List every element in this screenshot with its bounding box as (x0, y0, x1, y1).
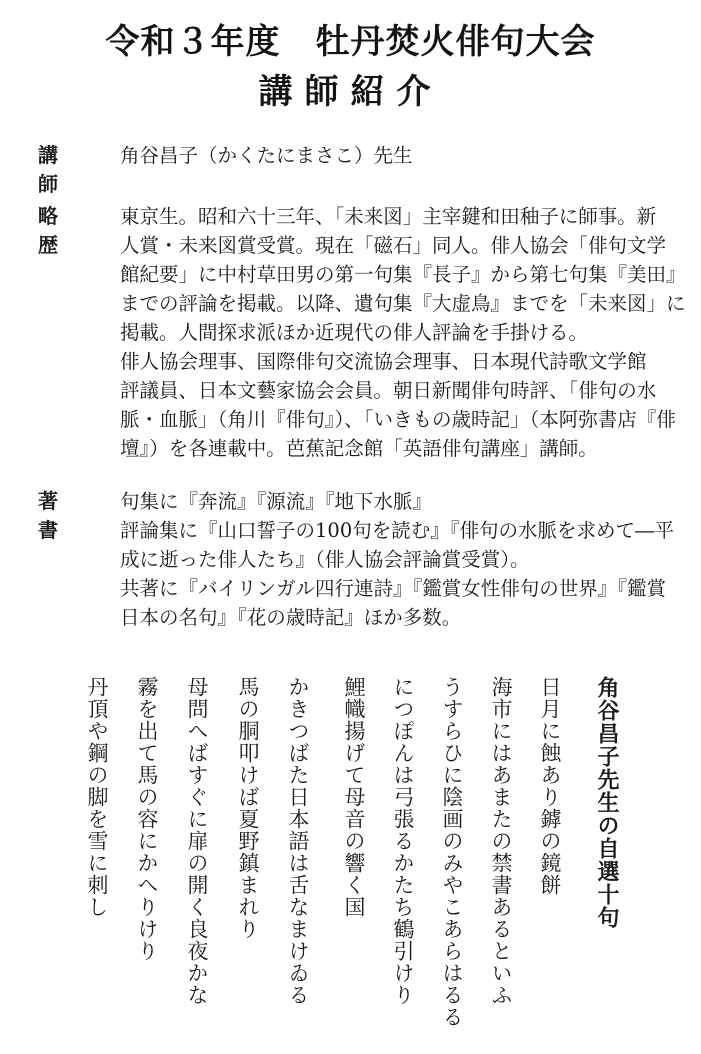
lecturer-name: 角谷昌子（かくたにまさこ）先生 (120, 144, 413, 167)
career-line: 東京生。昭和六十三年、「未来図」主宰鍵和田秞子に師事。新 (120, 205, 657, 228)
career-line: 人賞・未来図賞受賞。現在「磁石」同人。俳人協会「俳句文学 (120, 234, 667, 257)
haiku-poem: 日月に蝕あり鏬の鏡餅 (538, 676, 562, 896)
career-line: 掲載。人間探求派ほか近現代の俳人評論を手掛ける。 (120, 321, 589, 344)
haiku-poem: かきつばた日本語は舌なまけゐる (286, 676, 310, 1006)
works-text (120, 487, 675, 632)
career-line: 評議員、日本文藝家協会会員。朝日新聞俳句時評、「俳句の水 (120, 379, 657, 402)
career-line: 館紀要」に中村草田男の第一句集『長子』から第七句集『美田』 (120, 263, 686, 286)
works-line: 日本の名句』『花の歳時記』ほか多数。 (120, 606, 462, 629)
haiku-section (78, 676, 638, 1036)
haiku-poem: につぽんは弓張るかたち鶴引けり (391, 676, 415, 1006)
lecturer-label: 講 師 (38, 143, 106, 196)
works-label: 著 書 (38, 489, 106, 542)
works-line: 評論集に『山口誓子の100句を読む』『俳句の水脈を求めて―平 (120, 519, 674, 542)
haiku-poem: 鯉幟揚げて母音の響く国 (342, 676, 366, 918)
career-line: 俳人協会理事、国際俳句交流協会理事、日本現代詩歌文学館 (120, 350, 647, 373)
page-subtitle: 講師紹介 (258, 72, 443, 112)
haiku-poem: 霧を出て馬の容にかへりけり (135, 676, 159, 962)
works-line: 共著に『バイリンガル四行連詩』『鑑賞女性俳句の世界』『鑑賞 (120, 577, 667, 600)
works-line: 成に逝った俳人たち』（俳人協会評論賞受賞）。 (120, 548, 530, 571)
career-line: 脈・血脈」（角川『俳句』）、「いきもの歳時記」（本阿弥書店『俳 (120, 408, 676, 431)
career-line: 壇』）を各連載中。芭蕉記念館「英語俳句講座」講師。 (120, 437, 598, 460)
haiku-poem: 丹頂や鋼の脚を雪に刺し (85, 676, 109, 918)
haiku-poem: 馬の胴叩けば夏野鎮まれり (236, 676, 260, 940)
works-line: 句集に『奔流』『源流』『地下水脈』 (120, 490, 433, 513)
career-label: 略 歴 (38, 204, 106, 257)
page-title: 令和３年度 牡丹焚火俳句大会 (105, 22, 596, 62)
haiku-poem: うすらひに陰画のみやこあらはるる (440, 676, 464, 1028)
haiku-heading: 角谷昌子先生の自選十句 (594, 676, 620, 929)
career-text (120, 202, 686, 463)
career-line: までの評論を掲載。以降、遺句集『大虚鳥』までを「未来図」に (120, 292, 686, 315)
haiku-poem: 母問へばすぐに扉の開く良夜かな (185, 676, 209, 1006)
haiku-poem: 海市にはあまたの禁書あるといふ (489, 676, 513, 1006)
